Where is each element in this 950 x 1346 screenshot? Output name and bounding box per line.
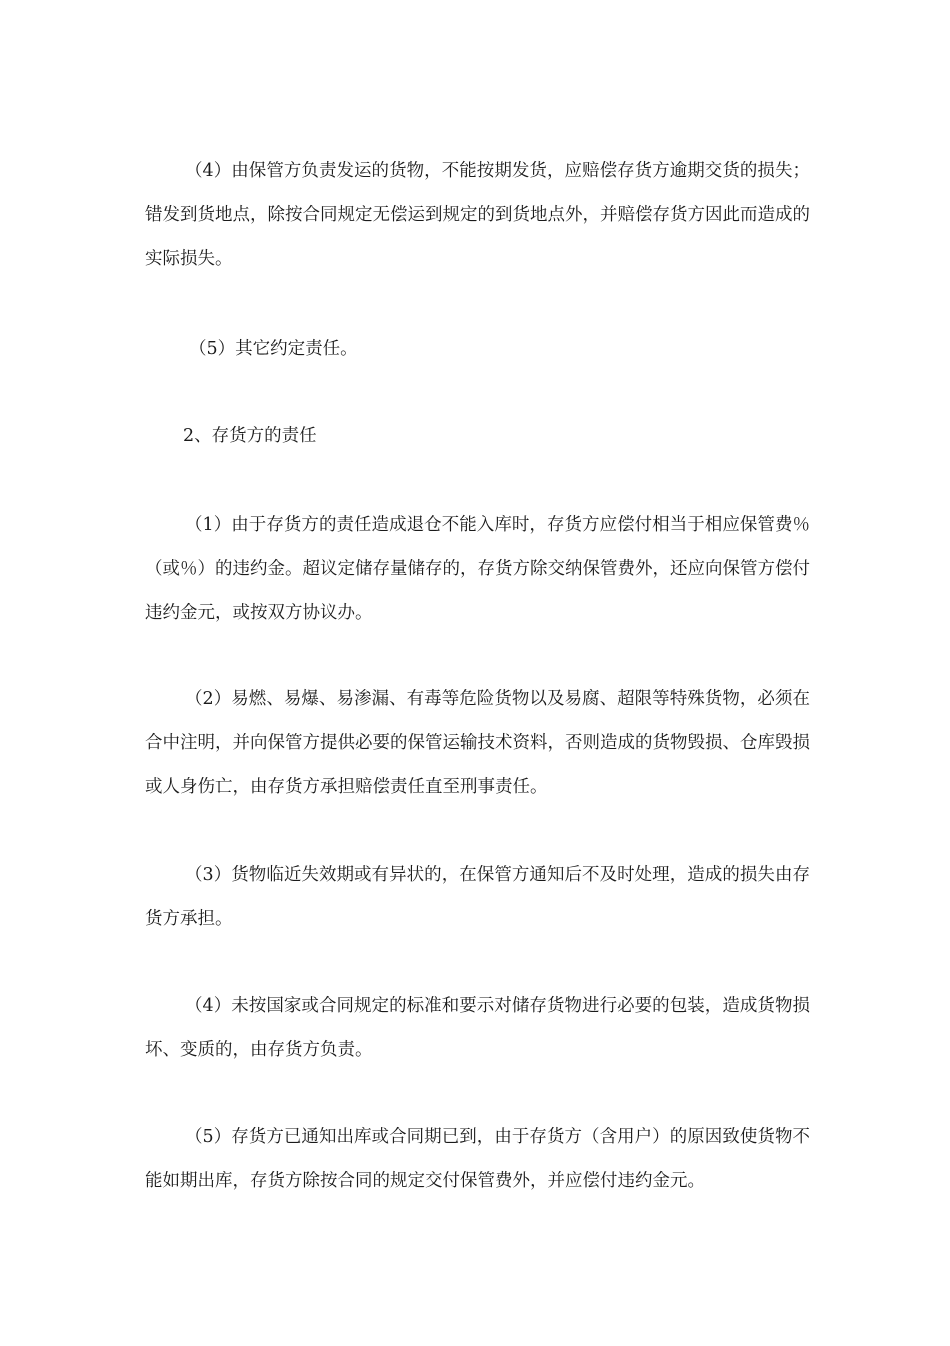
paragraph-delayed-outbound: （5）存货方已通知出库或合同期已到，由于存货方（含用户）的原因致使货物不能如期出库，存货方除按合同的规定交付保管费外，并应偿付违约金元。 bbox=[145, 1127, 810, 1191]
paragraph-other-agreed-liability: （5）其它约定责任。 bbox=[189, 339, 358, 359]
paragraph-expiring-goods: （3）货物临近失效期或有异状的，在保管方通知后不及时处理，造成的损失由存货方承担。 bbox=[145, 865, 810, 929]
paragraph-depositor-storage-penalty: （1）由于存货方的责任造成退仓不能入库时，存货方应偿付相当于相应保管费％（或％）的违约金。超议定储存量储存的，存货方除交纳保管费外，还应向保管方偿付违约金元，或按双方协议办。 bbox=[145, 515, 810, 623]
paragraph-dangerous-goods: （2）易燃、易爆、易渗漏、有毒等危险货物以及易腐、超限等特殊货物，必须在合中注明，并向保管方提供必要的保管运输技术资料，否则造成的货物毁损、仓库毁损或人身伤亡，由存货方承担赔偿责任直至刑事责任。 bbox=[145, 689, 810, 797]
paragraph-keeper-shipping-liability: （4）由保管方负责发运的货物，不能按期发货，应赔偿存货方逾期交货的损失；错发到货地点，除按合同规定无偿运到规定的到货地点外，并赔偿存货方因此而造成的实际损失。 bbox=[145, 161, 810, 269]
paragraph-packaging: （4）未按国家或合同规定的标准和要示对储存货物进行必要的包装，造成货物损坏、变质的，由存货方负责。 bbox=[145, 996, 810, 1060]
section-heading-depositor-liability: 2、存货方的责任 bbox=[183, 426, 317, 446]
